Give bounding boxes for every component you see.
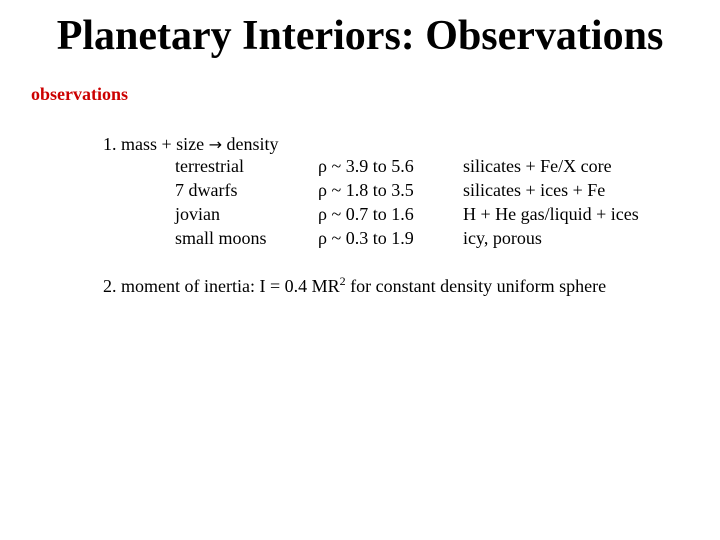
item-2-exponent: 2 — [339, 274, 346, 288]
item-2-prefix: 2. moment of inertia: I = 0.4 MR — [103, 276, 340, 296]
item-2-suffix: for constant density uniform sphere — [345, 276, 607, 296]
row-composition-small-moons: icy, porous — [463, 228, 542, 248]
item-1-suffix: density — [222, 134, 279, 154]
row-label-jovian: jovian — [175, 204, 220, 224]
row-label-7-dwarfs: 7 dwarfs — [175, 180, 238, 200]
slide-title: Planetary Interiors: Observations — [56, 13, 664, 59]
row-density-small-moons: ρ ~ 0.3 to 1.9 — [318, 228, 414, 248]
item-moment-of-inertia — [103, 274, 606, 298]
arrow-right-icon: → — [208, 135, 223, 154]
section-heading: observations — [31, 84, 129, 104]
row-density-jovian: ρ ~ 0.7 to 1.6 — [318, 204, 414, 224]
row-composition-jovian: H + He gas/liquid + ices — [463, 204, 639, 224]
row-label-terrestrial: terrestrial — [175, 156, 244, 176]
row-density-terrestrial: ρ ~ 3.9 to 5.6 — [318, 156, 414, 176]
item-1-prefix: 1. mass + size — [103, 134, 209, 154]
row-composition-7-dwarfs: silicates + ices + Fe — [463, 180, 606, 200]
row-composition-terrestrial: silicates + Fe/X core — [463, 156, 612, 176]
row-label-small-moons: small moons — [175, 228, 267, 248]
row-density-7-dwarfs: ρ ~ 1.8 to 3.5 — [318, 180, 414, 200]
